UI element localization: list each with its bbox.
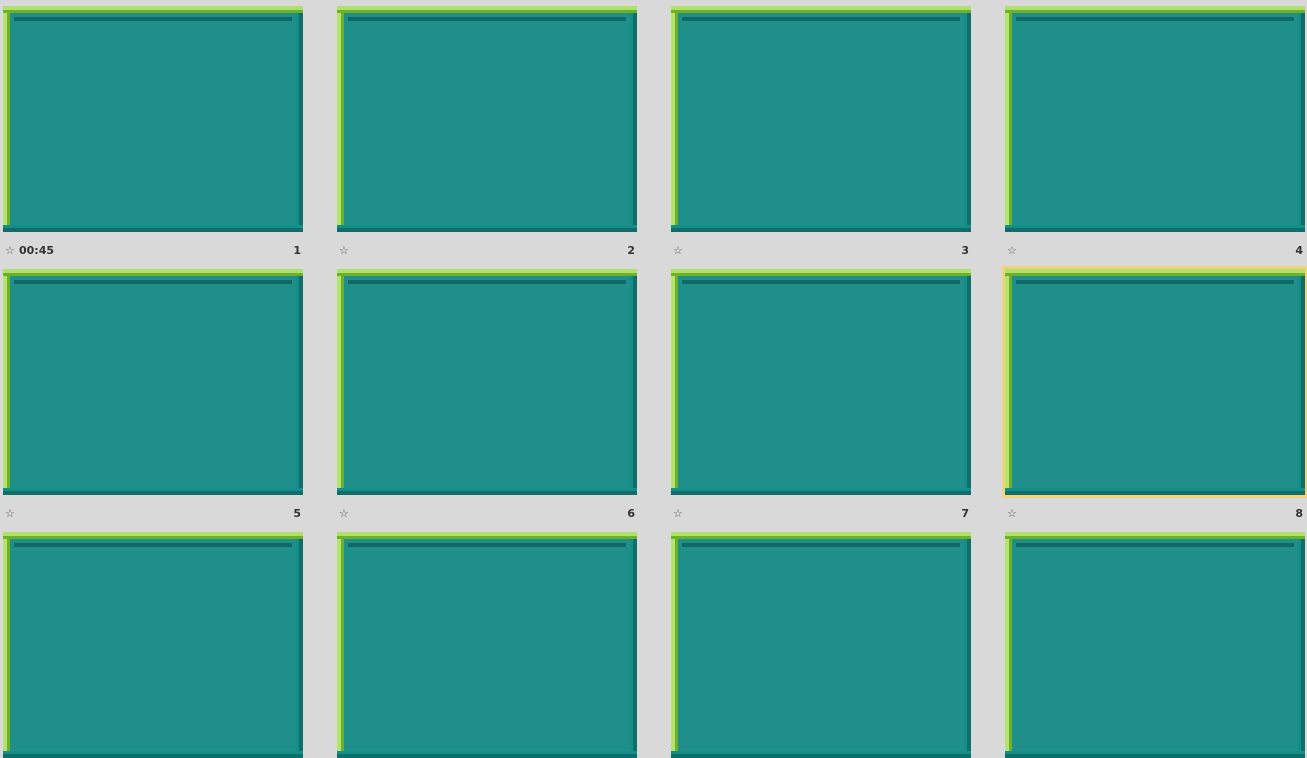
slide-frame [3, 6, 303, 232]
slide-frame [337, 532, 637, 758]
slide-transition-star-icon[interactable]: ☆ [5, 507, 15, 520]
slide-transition-star-icon[interactable]: ☆ [1007, 507, 1017, 520]
slide-transition-star-icon[interactable]: ☆ [339, 507, 349, 520]
slide-frame [1005, 532, 1305, 758]
slide-frame [337, 269, 637, 495]
slide-number: 4 [1295, 244, 1303, 257]
slide-transition-star-icon[interactable]: ☆ [1007, 244, 1017, 257]
slide-timing: 00:45 [19, 244, 55, 257]
slide-transition-star-icon[interactable]: ☆ [673, 244, 683, 257]
slide-transition-star-icon[interactable]: ☆ [339, 244, 349, 257]
slide-number: 5 [293, 507, 301, 520]
slide-frame [671, 269, 971, 495]
slide-number: 3 [961, 244, 969, 257]
slide-frame [3, 532, 303, 758]
slide-frame [337, 6, 637, 232]
slide-number: 8 [1295, 507, 1303, 520]
slide-transition-star-icon[interactable]: ☆ [5, 244, 15, 257]
slide-frame [1005, 6, 1305, 232]
slide-number: 7 [961, 507, 969, 520]
slide-transition-star-icon[interactable]: ☆ [673, 507, 683, 520]
slide-frame-selected [1005, 269, 1305, 495]
slide-number: 1 [293, 244, 301, 257]
slide-frame [671, 6, 971, 232]
slide-frame [3, 269, 303, 495]
slide-number: 6 [627, 507, 635, 520]
slide-number: 2 [627, 244, 635, 257]
slide-frame [671, 532, 971, 758]
